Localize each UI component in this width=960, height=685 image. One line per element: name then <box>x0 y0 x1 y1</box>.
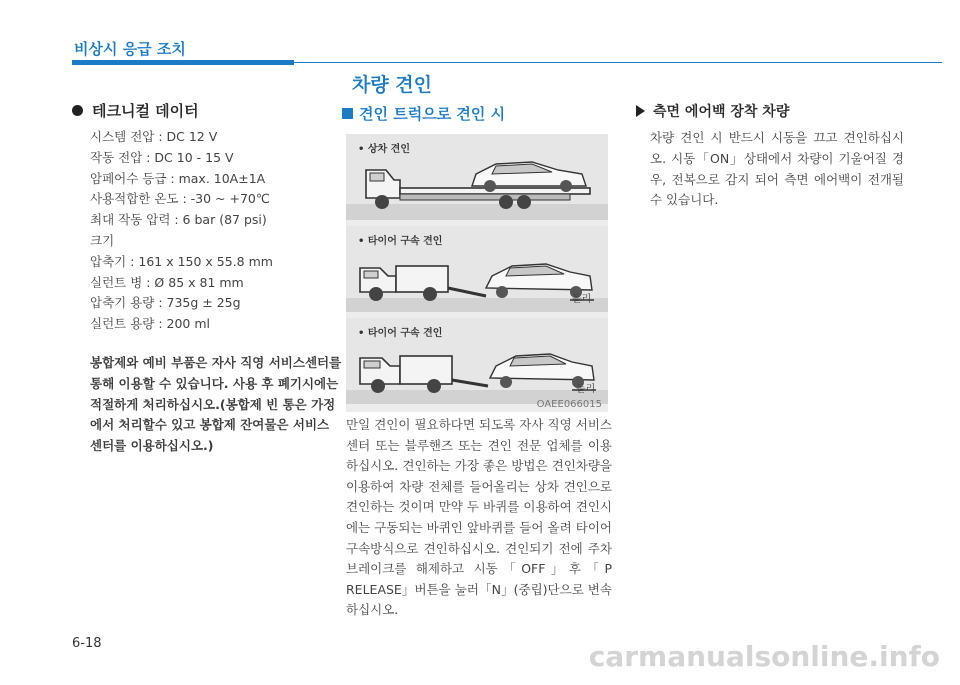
left-column <box>72 99 344 457</box>
flatbed-panel <box>346 134 608 220</box>
towing-instructions: 만일 견인이 필요하다면 되도록 자사 직영 서비스센터 또는 블루핸즈 또는 견인 전문 업체를 이용하십시오. 견인하는 가장 좋은 방법은 견인차량을 이용하여 차량 전체를 들어올리는 상차 견인으로 견인하는 것이며 만약 두 바퀴를 이용하여 견인시에는 구동되는 바퀴인 앞바퀴를 들어 올려 타이어 구속방식으로 견인하십시오. 견인되기 전에 주차 브레이크를 해제하고 시동「OFF」후「P RELEASE」버튼을 눌러「N」(중립)단으로 변속하십시오. <box>346 417 612 618</box>
right-column <box>636 100 906 211</box>
header-rule-thin <box>294 62 942 63</box>
spec-item: 작동 전압 : DC 10 - 15 V <box>90 149 234 165</box>
spec-item: 암페어수 등급 : max. 10A±1A <box>90 170 266 186</box>
tow-truck-title: 견인 트럭으로 견인 시 <box>359 104 506 123</box>
spec-item: 최대 작동 압력 : 6 bar (87 psi) <box>90 212 267 228</box>
header-rule-thick <box>72 60 294 65</box>
page-title: 차량 견인 <box>351 74 433 96</box>
triangle-bullet-icon <box>636 105 645 117</box>
side-airbag-title: 측면 에어백 장착 차량 <box>653 104 790 120</box>
watermark: carmanualsonline.info <box>588 640 940 673</box>
wheel-lift-panel-2 <box>346 318 608 404</box>
panel-label: • 상차 견인 <box>358 144 410 155</box>
sealant-note: 봉합제와 예비 부품은 자사 직영 서비스센터를 통해 이용할 수 있습니다. 사용 후 폐기시에는 적절하게 처리하십시오.(봉합제 빈 통은 가정에서 처리할수 있고 봉합제 잔여물은 서비스 센터를 이용하십시오.) <box>90 354 342 454</box>
technical-data-heading <box>72 99 344 121</box>
towing-illustration <box>346 134 608 412</box>
section-title: 비상시 응급 조치 <box>74 40 186 58</box>
panel-label: • 타이어 구속 견인 <box>358 236 443 247</box>
page-number: 6-18 <box>72 636 102 651</box>
flatbed-truck-drawing <box>346 134 608 220</box>
dolly-label: 돌리 <box>576 384 596 395</box>
spec-item: 실런트 병 : Ø 85 x 81 mm <box>90 274 244 290</box>
wheel-lift-panel-1 <box>346 226 608 312</box>
dolly-label: 돌리 <box>572 294 592 305</box>
wheel-lift-truck-drawing <box>346 226 608 312</box>
spec-item: 사용적합한 온도 : -30 ~ +70℃ <box>90 191 270 207</box>
spec-item: 압축기 : 161 x 150 x 55.8 mm <box>90 253 273 269</box>
panel-label: • 타이어 구속 견인 <box>358 328 443 339</box>
bullet-icon <box>72 105 83 116</box>
spec-item: 실런트 용량 : 200 ml <box>90 316 210 332</box>
spec-item: 압축기 용량 : 735g ± 25g <box>90 295 241 311</box>
square-bullet-icon <box>342 108 353 119</box>
spec-item: 시스템 전압 : DC 12 V <box>90 129 218 144</box>
side-airbag-heading <box>636 100 906 122</box>
spec-item: 크기 <box>90 232 115 248</box>
wheel-lift-truck-drawing <box>346 318 608 404</box>
figure-code: OAEE066015 <box>536 399 602 410</box>
spec-list <box>90 127 344 335</box>
middle-column <box>340 70 612 618</box>
side-airbag-text: 차량 견인 시 반드시 시동을 끄고 견인하십시오. 시동「ON」상태에서 차량이 기울어질 경우, 전복으로 감지 되어 측면 에어백이 전개될 수 있습니다. <box>650 130 904 208</box>
technical-data-title: 테크니컬 데이터 <box>92 101 199 120</box>
tow-truck-heading <box>342 102 612 124</box>
